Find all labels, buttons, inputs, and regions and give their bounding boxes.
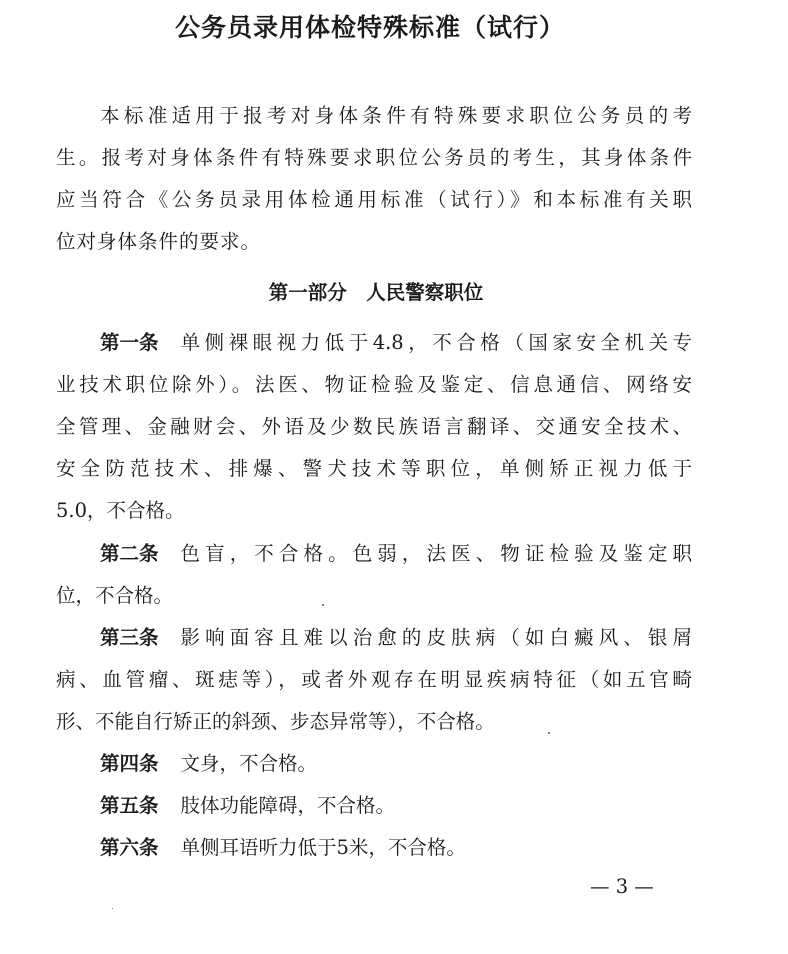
article-1-label: 第一条: [100, 331, 159, 354]
article-1-text-4: 安全防范技术、排爆、警犬技术等职位，单侧矫正视力低于: [56, 457, 692, 480]
article-5-line: [100, 792, 395, 820]
intro-line-3: 应当符合《公务员录用体检通用标准（试行）》和本标准有关职: [56, 188, 692, 211]
article-1-text-2: 业技术职位除外）。法医、物证检验及鉴定、信息通信、网络安: [56, 373, 692, 396]
article-2-text-1: 色盲，不合格。色弱，法医、物证检验及鉴定职: [180, 542, 692, 565]
document-title: 公务员录用体检特殊标准（试行）: [174, 13, 565, 42]
article-5-label: 第五条: [100, 794, 159, 817]
article-3-text-1: 影响面容且难以治愈的皮肤病（如白癜风、银屑: [180, 626, 692, 649]
article-3-text-2: 病、血管瘤、斑痣等），或者外观存在明显疾病特征（如五官畸: [56, 668, 692, 691]
article-3-first-line: [100, 624, 692, 652]
article-4-line: [100, 750, 317, 778]
article-1-text-3: 全管理、金融财会、外语及少数民族语言翻译、交通安全技术、: [56, 415, 692, 438]
article-6-text: 单侧耳语听力低于5米，不合格。: [180, 836, 466, 859]
article-3-text-3: 形、不能自行矫正的斜颈、步态异常等），不合格。: [56, 710, 495, 733]
article-2-text-2: 位，不合格。: [56, 584, 174, 607]
article-2-label: 第二条: [100, 542, 159, 565]
page-number: — 3 —: [590, 875, 654, 898]
intro-line-1: 本标准适用于报考对身体条件有特殊要求职位公务员的考: [100, 104, 692, 127]
article-6-label: 第六条: [100, 836, 159, 859]
article-1-first-line: [100, 329, 692, 357]
article-6-line: [100, 834, 466, 862]
article-3-label: 第三条: [100, 626, 159, 649]
section-heading: 第一部分 人民警察职位: [268, 281, 484, 304]
scan-speck: [112, 908, 113, 909]
intro-line-2: 生。报考对身体条件有特殊要求职位公务员的考生，其身体条件: [56, 146, 692, 169]
article-2-first-line: [100, 540, 692, 568]
article-4-text: 文身，不合格。: [180, 752, 318, 775]
article-1-text-5: 5.0，不合格。: [56, 499, 185, 522]
scan-speck: [548, 732, 550, 734]
scan-speck: [322, 604, 324, 606]
intro-line-4: 位对身体条件的要求。: [56, 230, 262, 253]
article-4-label: 第四条: [100, 752, 159, 775]
article-5-text: 肢体功能障碍，不合格。: [180, 794, 396, 817]
article-1-text-1: 单侧裸眼视力低于4.8，不合格（国家安全机关专: [180, 331, 692, 354]
